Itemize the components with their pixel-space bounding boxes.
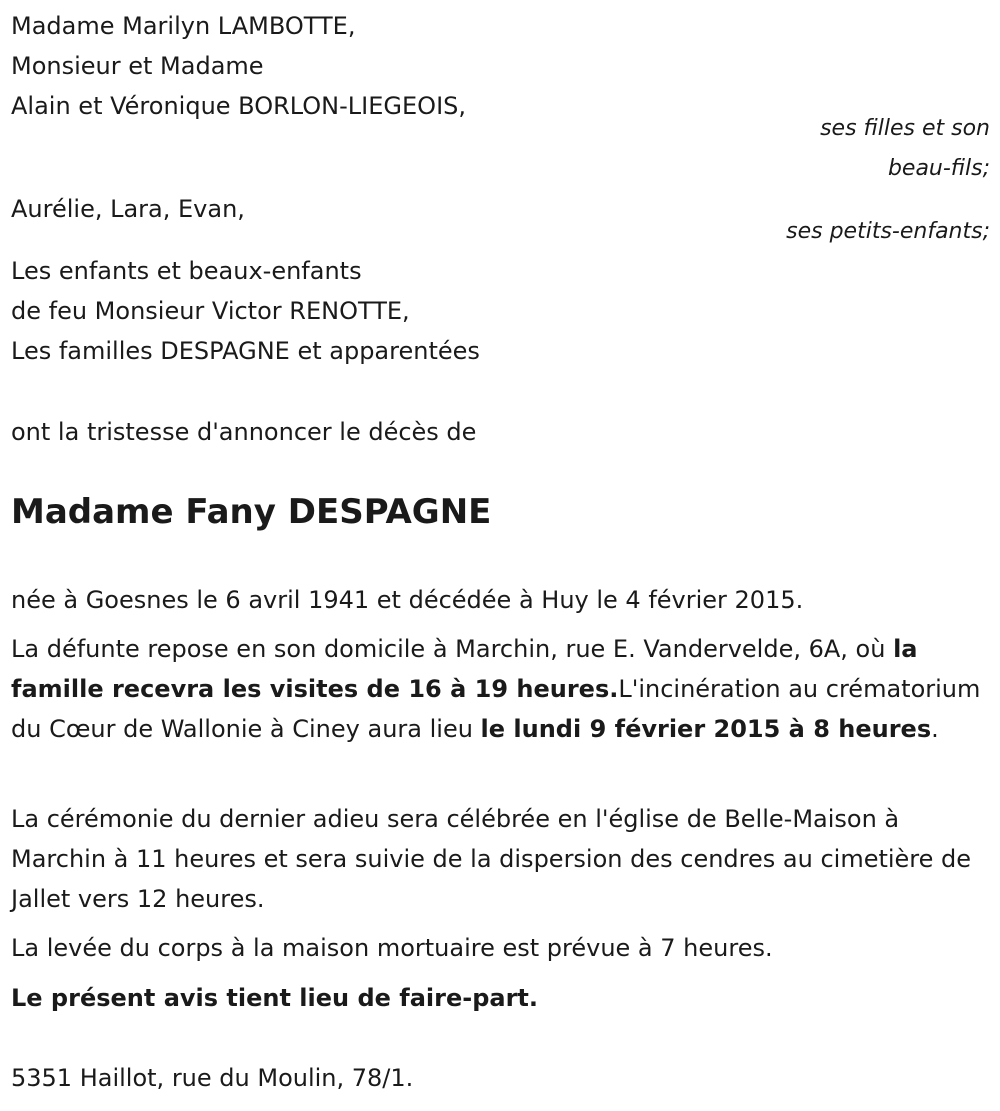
relation-daughters: ses filles et son (820, 116, 990, 141)
repose-text-1: La défunte repose en son domicile à Marchin, rue E. Vandervelde, 6A, où (11, 635, 894, 663)
notice-paragraph: Le présent avis tient lieu de faire-part. (11, 984, 539, 1012)
family-line-1: Madame Marilyn LAMBOTTE, (11, 12, 356, 40)
visits-bold: la famille recevra les visites de 16 à 19 heures. (11, 635, 918, 703)
relation-grandchildren: ses petits-enfants; (786, 219, 990, 244)
repose-text-3: . (931, 715, 939, 743)
family-line-2: Monsieur et Madame (11, 52, 264, 80)
family-line-3: Alain et Véronique BORLON-LIEGEOIS, (11, 92, 467, 120)
birth-death: née à Goesnes le 6 avril 1941 et décédée à Huy le 4 février 2015. (11, 586, 804, 614)
cremation-date-bold: le lundi 9 février 2015 à 8 heures (480, 715, 932, 743)
announcement: ont la tristesse d'annoncer le décès de (11, 418, 477, 446)
repose-text-2: L'incinération au crématorium du Cœur de Wallonie à Ciney aura lieu (11, 675, 981, 743)
ceremony-paragraph: La cérémonie du dernier adieu sera célébrée en l'église de Belle-Maison à Marchin à 11 heures et sera suivie de la dispersion des cendres au cimetière de Jallet vers 12 heures. (11, 805, 972, 913)
levee-paragraph: La levée du corps à la maison mortuaire est prévue à 7 heures. (11, 934, 773, 962)
address: 5351 Haillot, rue du Moulin, 78/1. (11, 1064, 414, 1092)
grandchildren-names: Aurélie, Lara, Evan, (11, 195, 245, 223)
others-line-1: Les enfants et beaux-enfants (11, 257, 362, 285)
repose-paragraph (11, 629, 996, 749)
others-line-2: de feu Monsieur Victor RENOTTE, (11, 297, 410, 325)
others-line-3: Les familles DESPAGNE et apparentées (11, 337, 480, 365)
deceased-name: Madame Fany DESPAGNE (11, 492, 492, 532)
relation-son-in-law: beau-fils; (887, 156, 990, 181)
